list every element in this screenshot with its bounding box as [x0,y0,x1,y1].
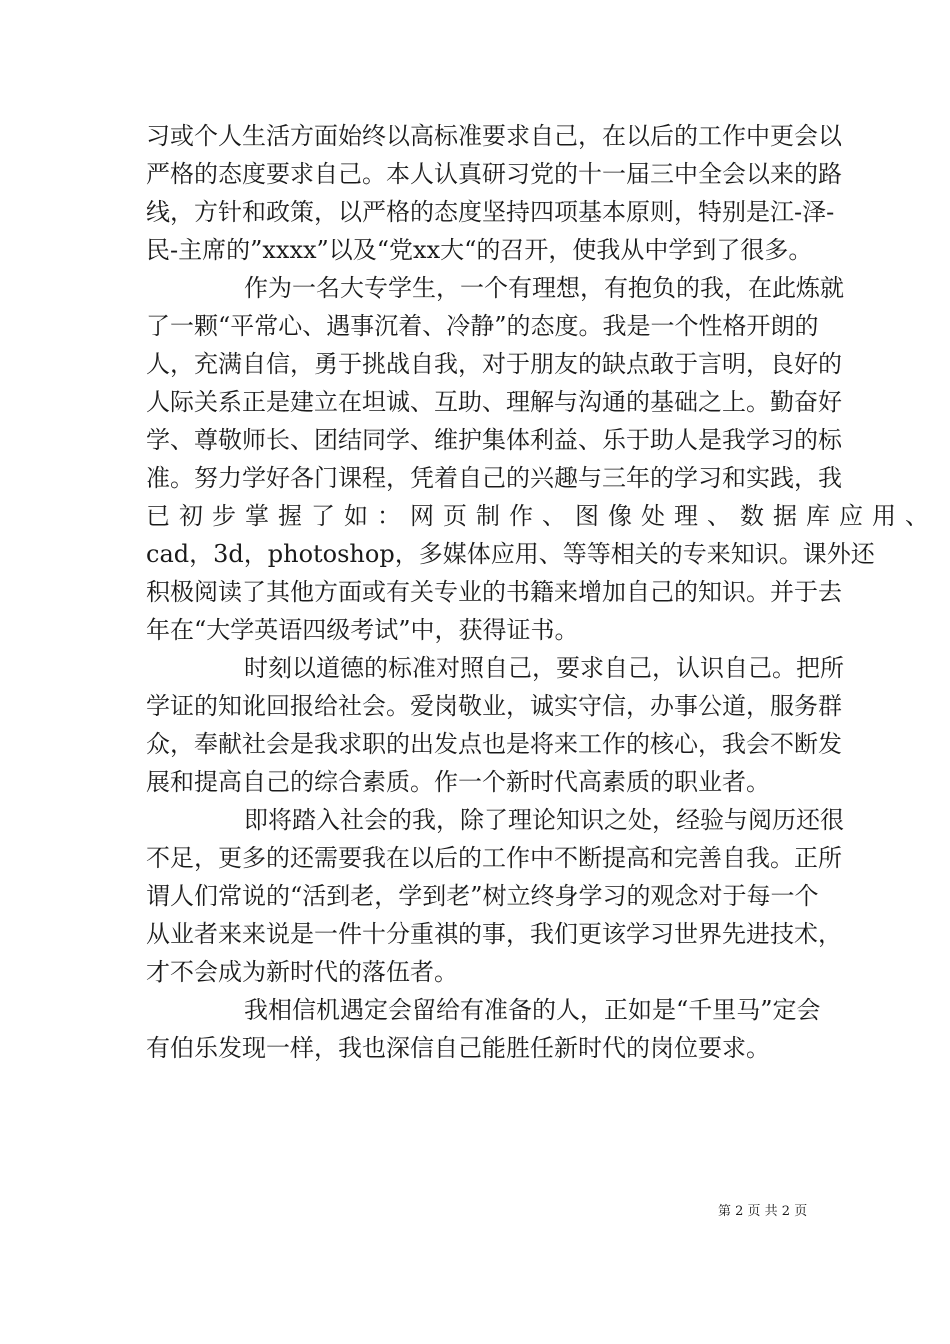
text-line: 积极阅读了其他方面或有关专业的书籍来增加自己的知识。并于去 [146,578,842,606]
text-line: 线，方针和政策，以严格的态度坚持四项基本原则，特别是江-泽- [146,198,835,226]
paragraph-first-line: 时刻以道德的标准对照自己，要求自己，认识自己。把所 [244,654,844,682]
paragraph-first-line: 即将踏入社会的我，除了理论知识之处，经验与阅历还很 [244,806,844,834]
page-number-footer: 第 2 页 共 2 页 [718,1204,808,1219]
text-line: cad，3d，photoshop，多媒体应用、等等相关的专来知识。课外还 [146,540,875,568]
text-line: 准。努力学好各门课程，凭着自己的兴趣与三年的学习和实践，我 [146,464,842,492]
text-line: 众，奉献社会是我求职的出发点也是将来工作的核心，我会不断发 [146,730,842,758]
text-line: 了一颗“平常心、遇事沉着、冷静”的态度。我是一个性格开朗的 [146,312,819,340]
paragraph-first-line: 我相信机遇定会留给有准备的人，正如是“千里马”定会 [244,996,821,1024]
text-line: 人际关系正是建立在坦诚、互助、理解与沟通的基础之上。勤奋好 [146,388,842,416]
text-line: 不足，更多的还需要我在以后的工作中不断提高和完善自我。正所 [146,844,842,872]
text-line: 已初步掌握了如：网页制作、图像处理、数据库应用、 [146,502,938,530]
text-line: 民-主席的”xxxx”以及“党xx大“的召开，使我从中学到了很多。 [146,236,813,264]
text-line: 从业者来来说是一件十分重祺的事，我们更该学习世界先进技术， [146,920,842,948]
text-line: 学证的知讹回报给社会。爱岗敬业，诚实守信，办事公道，服务群 [146,692,842,720]
text-line: 谓人们常说的“活到老，学到老”树立终身学习的观念对于每一个 [146,882,819,910]
text-line: 学、尊敬师长、团结同学、维护集体利益、乐于助人是我学习的标 [146,426,842,454]
text-line: 年在“大学英语四级考试”中，获得证书。 [146,616,579,644]
text-line: 展和提高自己的综合素质。作一个新时代高素质的职业者。 [146,768,770,796]
text-line: 才不会成为新时代的落伍者。 [146,958,458,986]
text-line: 有伯乐发现一样，我也深信自己能胜任新时代的岗位要求。 [146,1034,770,1062]
paragraph-first-line: 作为一名大专学生，一个有理想，有抱负的我，在此炼就 [244,274,844,302]
text-line: 习或个人生活方面始终以高标准要求自己，在以后的工作中更会以 [146,122,842,150]
text-line: 严格的态度要求自己。本人认真研习党的十一届三中全会以来的路 [146,160,842,188]
text-line: 人，充满自信，勇于挑战自我，对于朋友的缺点敢于言明，良好的 [146,350,842,378]
